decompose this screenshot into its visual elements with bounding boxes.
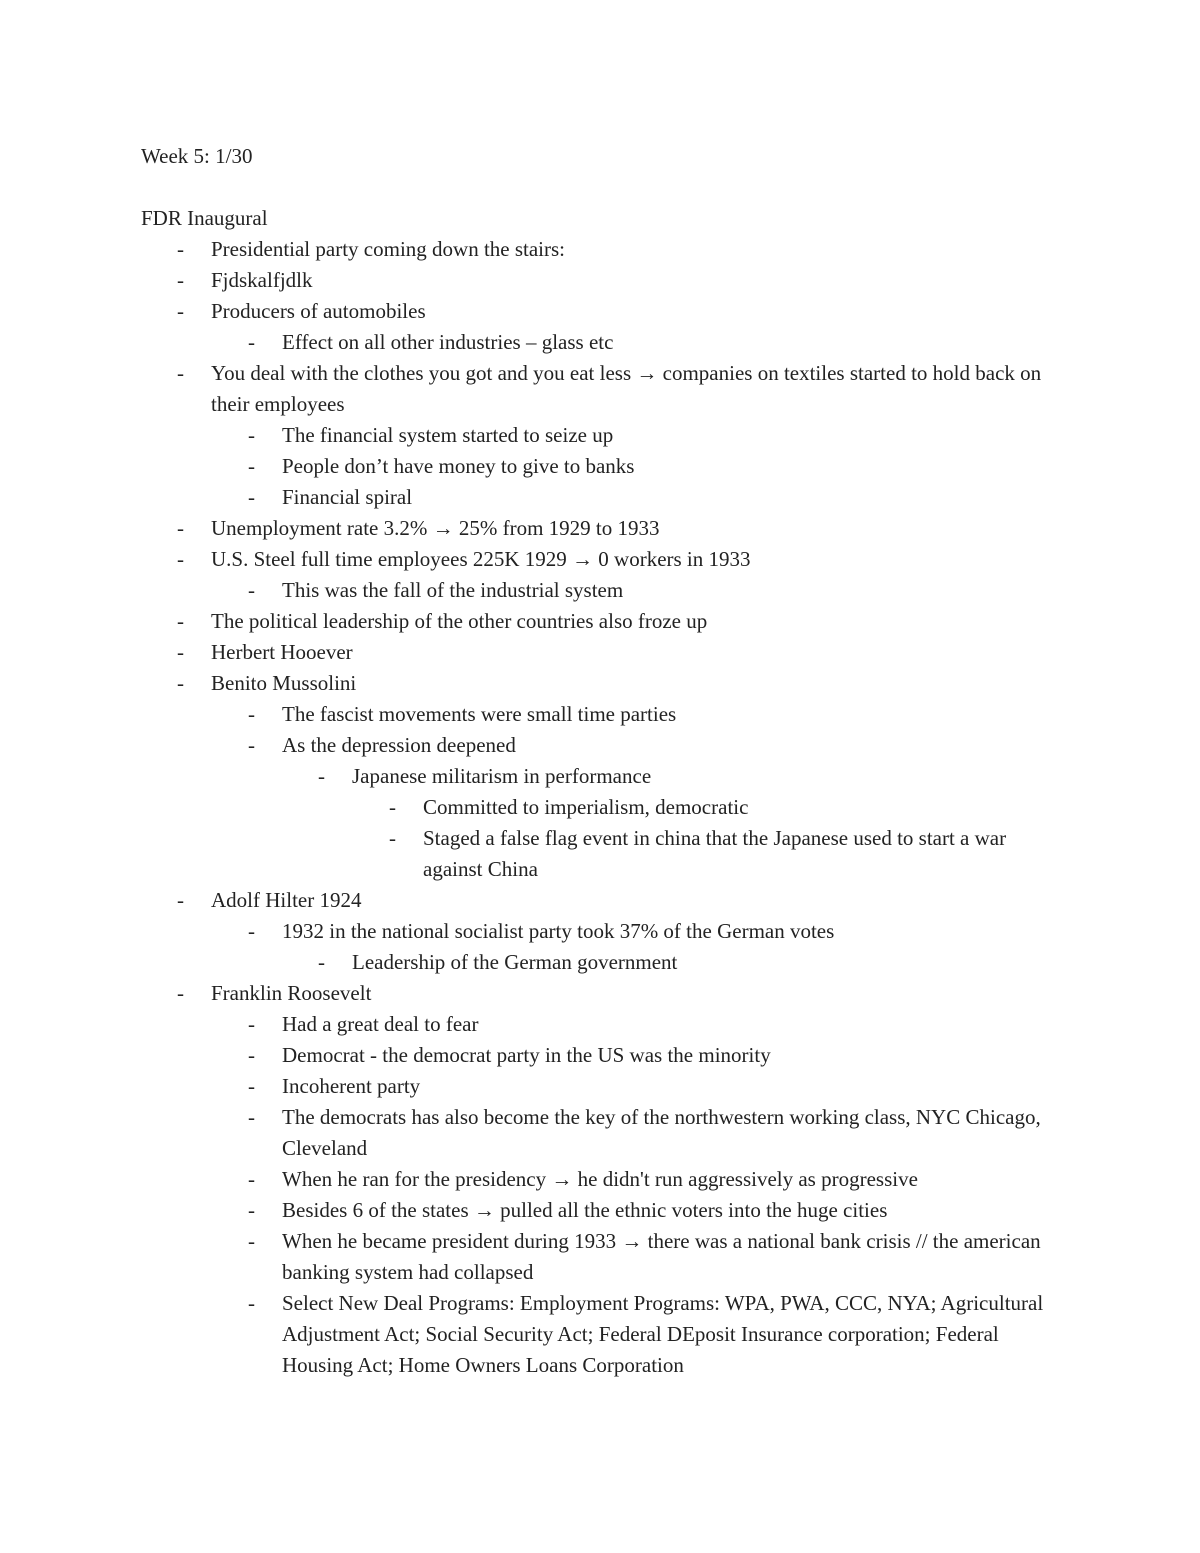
list-item-text: The financial system started to seize up: [282, 423, 614, 447]
list-item-text: Franklin Roosevelt: [211, 981, 372, 1005]
list-item: [141, 978, 1061, 1009]
dash-bullet: -: [177, 640, 184, 664]
list-item: [141, 234, 1061, 265]
list-item: [141, 885, 1061, 916]
list-item-text: Adolf Hilter 1924: [211, 888, 362, 912]
list-item-text: Fjdskalfjdlk: [211, 268, 313, 292]
dash-bullet: -: [248, 423, 255, 447]
list-item-text: When he became president during 1933 → there was a national bank crisis // the american banking system had collapsed: [282, 1229, 1041, 1284]
list-item: [141, 575, 1061, 606]
dash-bullet: -: [248, 330, 255, 354]
dash-bullet: -: [318, 764, 325, 788]
list-item: [141, 699, 1061, 730]
list-item: [141, 823, 1061, 885]
list-item: [141, 420, 1061, 451]
list-item-text: Financial spiral: [282, 485, 413, 509]
list-item-text: People don’t have money to give to banks: [282, 454, 635, 478]
list-item-text: You deal with the clothes you got and you eat less → companies on textiles started to hold back on their employees: [211, 361, 1042, 416]
list-item: [141, 513, 1061, 544]
dash-bullet: -: [389, 826, 396, 850]
list-item: [141, 1009, 1061, 1040]
list-item: [141, 761, 1061, 792]
list-item-text: As the depression deepened: [282, 733, 516, 757]
list-item-text: Had a great deal to fear: [282, 1012, 479, 1036]
dash-bullet: -: [248, 485, 255, 509]
list-item-text: Unemployment rate 3.2% → 25% from 1929 to 1933: [211, 516, 660, 540]
notes-list: [141, 234, 1061, 1381]
list-item-text: Herbert Hooever: [211, 640, 353, 664]
list-item-text: Leadership of the German government: [352, 950, 678, 974]
dash-bullet: -: [248, 733, 255, 757]
list-item: [141, 1226, 1061, 1288]
list-item-text: Effect on all other industries – glass etc: [282, 330, 614, 354]
list-item: [141, 916, 1061, 947]
dash-bullet: -: [177, 671, 184, 695]
list-item: [141, 1040, 1061, 1071]
list-item: [141, 947, 1061, 978]
list-item-text: Presidential party coming down the stairs:: [211, 237, 566, 261]
list-item: [141, 1195, 1061, 1226]
list-item: [141, 327, 1061, 358]
week-heading: Week 5: 1/30: [141, 144, 253, 168]
list-item: [141, 637, 1061, 668]
dash-bullet: -: [248, 1198, 255, 1222]
dash-bullet: -: [248, 702, 255, 726]
dash-bullet: -: [248, 1074, 255, 1098]
list-item: [141, 482, 1061, 513]
list-item: [141, 606, 1061, 637]
list-item-text: When he ran for the presidency → he didn't run aggressively as progressive: [282, 1167, 918, 1191]
list-item: [141, 668, 1061, 699]
dash-bullet: -: [318, 950, 325, 974]
list-item-text: Japanese militarism in performance: [352, 764, 652, 788]
dash-bullet: -: [177, 888, 184, 912]
list-item: [141, 358, 1061, 420]
list-item: [141, 1164, 1061, 1195]
dash-bullet: -: [177, 547, 184, 571]
section-title: FDR Inaugural: [141, 206, 268, 230]
blank-line: [141, 172, 1061, 203]
dash-bullet: -: [248, 454, 255, 478]
list-item-text: Producers of automobiles: [211, 299, 426, 323]
list-item-text: The fascist movements were small time parties: [282, 702, 677, 726]
list-item-text: Staged a false flag event in china that the Japanese used to start a war against China: [423, 826, 1007, 881]
document-body: [141, 141, 1061, 1381]
dash-bullet: -: [248, 1229, 255, 1253]
list-item: [141, 792, 1061, 823]
dash-bullet: -: [389, 795, 396, 819]
list-item: [141, 1288, 1061, 1381]
list-item-text: Incoherent party: [282, 1074, 421, 1098]
list-item: [141, 730, 1061, 761]
dash-bullet: -: [248, 578, 255, 602]
list-item-text: Committed to imperialism, democratic: [423, 795, 749, 819]
list-item: [141, 1102, 1061, 1164]
list-item-text: Select New Deal Programs: Employment Programs: WPA, PWA, CCC, NYA; Agricultural Adjustment Act; Social Security Act; Federal DEposit Insurance corporation; Federal Housing Act; Home Owners Loans Corporation: [282, 1291, 1044, 1377]
dash-bullet: -: [248, 1167, 255, 1191]
dash-bullet: -: [248, 1105, 255, 1129]
dash-bullet: -: [177, 361, 184, 385]
list-item-text: Benito Mussolini: [211, 671, 357, 695]
dash-bullet: -: [248, 919, 255, 943]
list-item: [141, 265, 1061, 296]
dash-bullet: -: [177, 981, 184, 1005]
list-item: [141, 296, 1061, 327]
dash-bullet: -: [248, 1043, 255, 1067]
dash-bullet: -: [177, 516, 184, 540]
dash-bullet: -: [177, 299, 184, 323]
dash-bullet: -: [177, 268, 184, 292]
dash-bullet: -: [248, 1291, 255, 1315]
list-item-text: Besides 6 of the states → pulled all the ethnic voters into the huge cities: [282, 1198, 888, 1222]
list-item-text: This was the fall of the industrial system: [282, 578, 624, 602]
dash-bullet: -: [248, 1012, 255, 1036]
list-item: [141, 544, 1061, 575]
dash-bullet: -: [177, 609, 184, 633]
list-item-text: 1932 in the national socialist party took 37% of the German votes: [282, 919, 835, 943]
list-item-text: U.S. Steel full time employees 225K 1929 → 0 workers in 1933: [211, 547, 751, 571]
list-item: [141, 451, 1061, 482]
list-item-text: Democrat - the democrat party in the US was the minority: [282, 1043, 771, 1067]
dash-bullet: -: [177, 237, 184, 261]
list-item-text: The democrats has also become the key of the northwestern working class, NYC Chicago, Cleveland: [282, 1105, 1041, 1160]
list-item-text: The political leadership of the other countries also froze up: [211, 609, 708, 633]
list-item: [141, 1071, 1061, 1102]
